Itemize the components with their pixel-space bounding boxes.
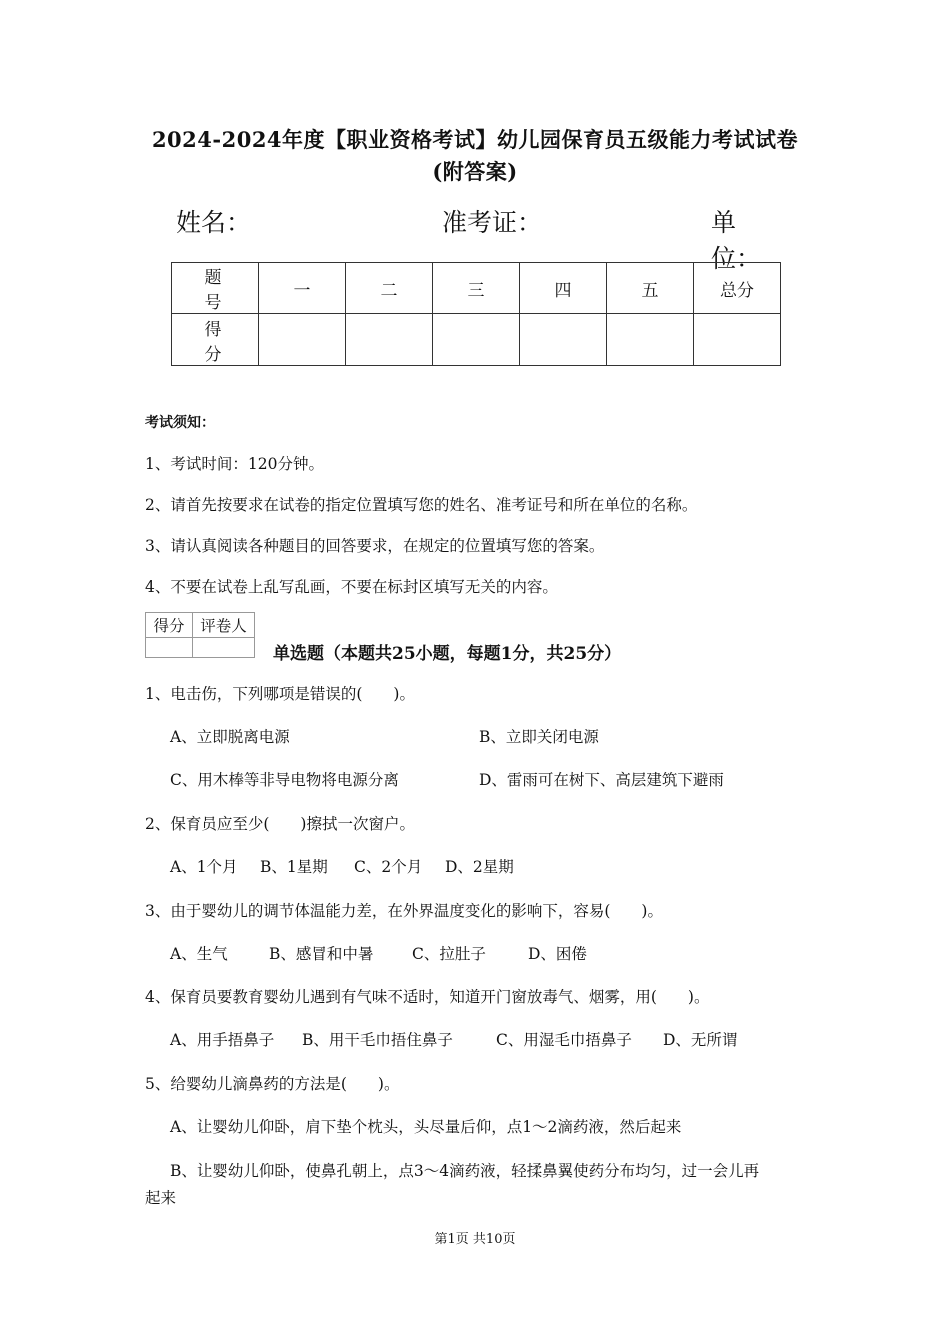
grader-name-cell[interactable] [193,638,255,658]
notice-item: 1、考试时间：120分钟。 [145,455,324,473]
score-column-header: 总分 [694,263,781,314]
unit-label: 单位： [711,208,762,273]
exam-id-label: 准考证： [442,208,543,237]
answer-option[interactable]: A、1个月 [170,858,238,876]
page-footer: 第1页 共10页 [434,1232,516,1247]
answer-option[interactable]: D、困倦 [528,945,587,963]
answer-option[interactable]: A、让婴幼儿仰卧，肩下垫个枕头，头尽量后仰，点1～2滴药液，然后起来 [170,1118,682,1136]
score-cell[interactable] [433,314,520,366]
answer-option[interactable]: D、无所谓 [663,1031,738,1049]
score-table-header-row [172,263,781,314]
question-stem: 4、保育员要教育婴幼儿遇到有气味不适时，知道开门窗放毒气、烟雾，用( )。 [145,988,710,1006]
notice-item: 2、请首先按要求在试卷的指定位置填写您的姓名、准考证号和所在单位的名称。 [145,496,698,514]
score-cell[interactable] [607,314,694,366]
score-table [171,262,781,366]
score-cell[interactable] [259,314,346,366]
answer-option[interactable]: B、1星期 [260,858,328,876]
answer-option[interactable]: B、立即关闭电源 [479,728,599,746]
question-stem: 2、保育员应至少( )擦拭一次窗户。 [145,815,415,833]
question-stem: 3、由于婴幼儿的调节体温能力差，在外界温度变化的影响下，容易( )。 [145,902,663,920]
answer-option[interactable]: C、用木棒等非导电物将电源分离 [170,771,399,789]
section-title: 单选题（本题共25小题，每题1分，共25分） [273,644,622,664]
score-cell[interactable] [346,314,433,366]
score-column-header: 二 [346,263,433,314]
answer-option[interactable]: B、让婴幼儿仰卧，使鼻孔朝上，点3～4滴药液，轻揉鼻翼使药分布均匀，过一会儿再 [170,1162,760,1180]
exam-title: 2024-2024年度【职业资格考试】幼儿园保育员五级能力考试试卷 [151,127,799,152]
answer-option-continuation: 起来 [145,1189,177,1207]
exam-subtitle: (附答案) [432,159,518,184]
grader-table [145,612,255,658]
answer-option[interactable]: C、2个月 [354,858,423,876]
score-column-header: 四 [520,263,607,314]
answer-option[interactable]: A、立即脱离电源 [170,728,290,746]
grader-score-label: 得分 [146,613,193,638]
answer-option[interactable]: B、用干毛巾捂住鼻子 [302,1031,453,1049]
question-stem: 5、给婴幼儿滴鼻药的方法是( )。 [145,1075,400,1093]
question-stem: 1、电击伤，下列哪项是错误的( )。 [145,685,415,703]
score-column-header: 三 [433,263,520,314]
score-label: 得 分 [172,314,259,366]
grader-score-cell[interactable] [146,638,193,658]
notice-item: 3、请认真阅读各种题目的回答要求，在规定的位置填写您的答案。 [145,537,605,555]
score-cell[interactable] [694,314,781,366]
answer-option[interactable]: A、生气 [170,945,228,963]
answer-option[interactable]: C、用湿毛巾捂鼻子 [496,1031,632,1049]
notice-title: 考试须知： [145,415,215,431]
grader-name-label: 评卷人 [193,613,255,638]
score-column-header: 一 [259,263,346,314]
name-label: 姓名： [176,208,252,237]
candidate-fields [176,203,780,273]
question-number-label: 题 号 [172,263,259,314]
answer-option[interactable]: D、雷雨可在树下、高层建筑下避雨 [479,771,724,789]
score-table-score-row [172,314,781,366]
answer-option[interactable]: B、感冒和中暑 [269,945,374,963]
notice-item: 4、不要在试卷上乱写乱画，不要在标封区填写无关的内容。 [145,578,558,596]
score-column-header: 五 [607,263,694,314]
answer-option[interactable]: D、2星期 [445,858,514,876]
answer-option[interactable]: C、拉肚子 [412,945,486,963]
score-cell[interactable] [520,314,607,366]
answer-option[interactable]: A、用手捂鼻子 [170,1031,275,1049]
